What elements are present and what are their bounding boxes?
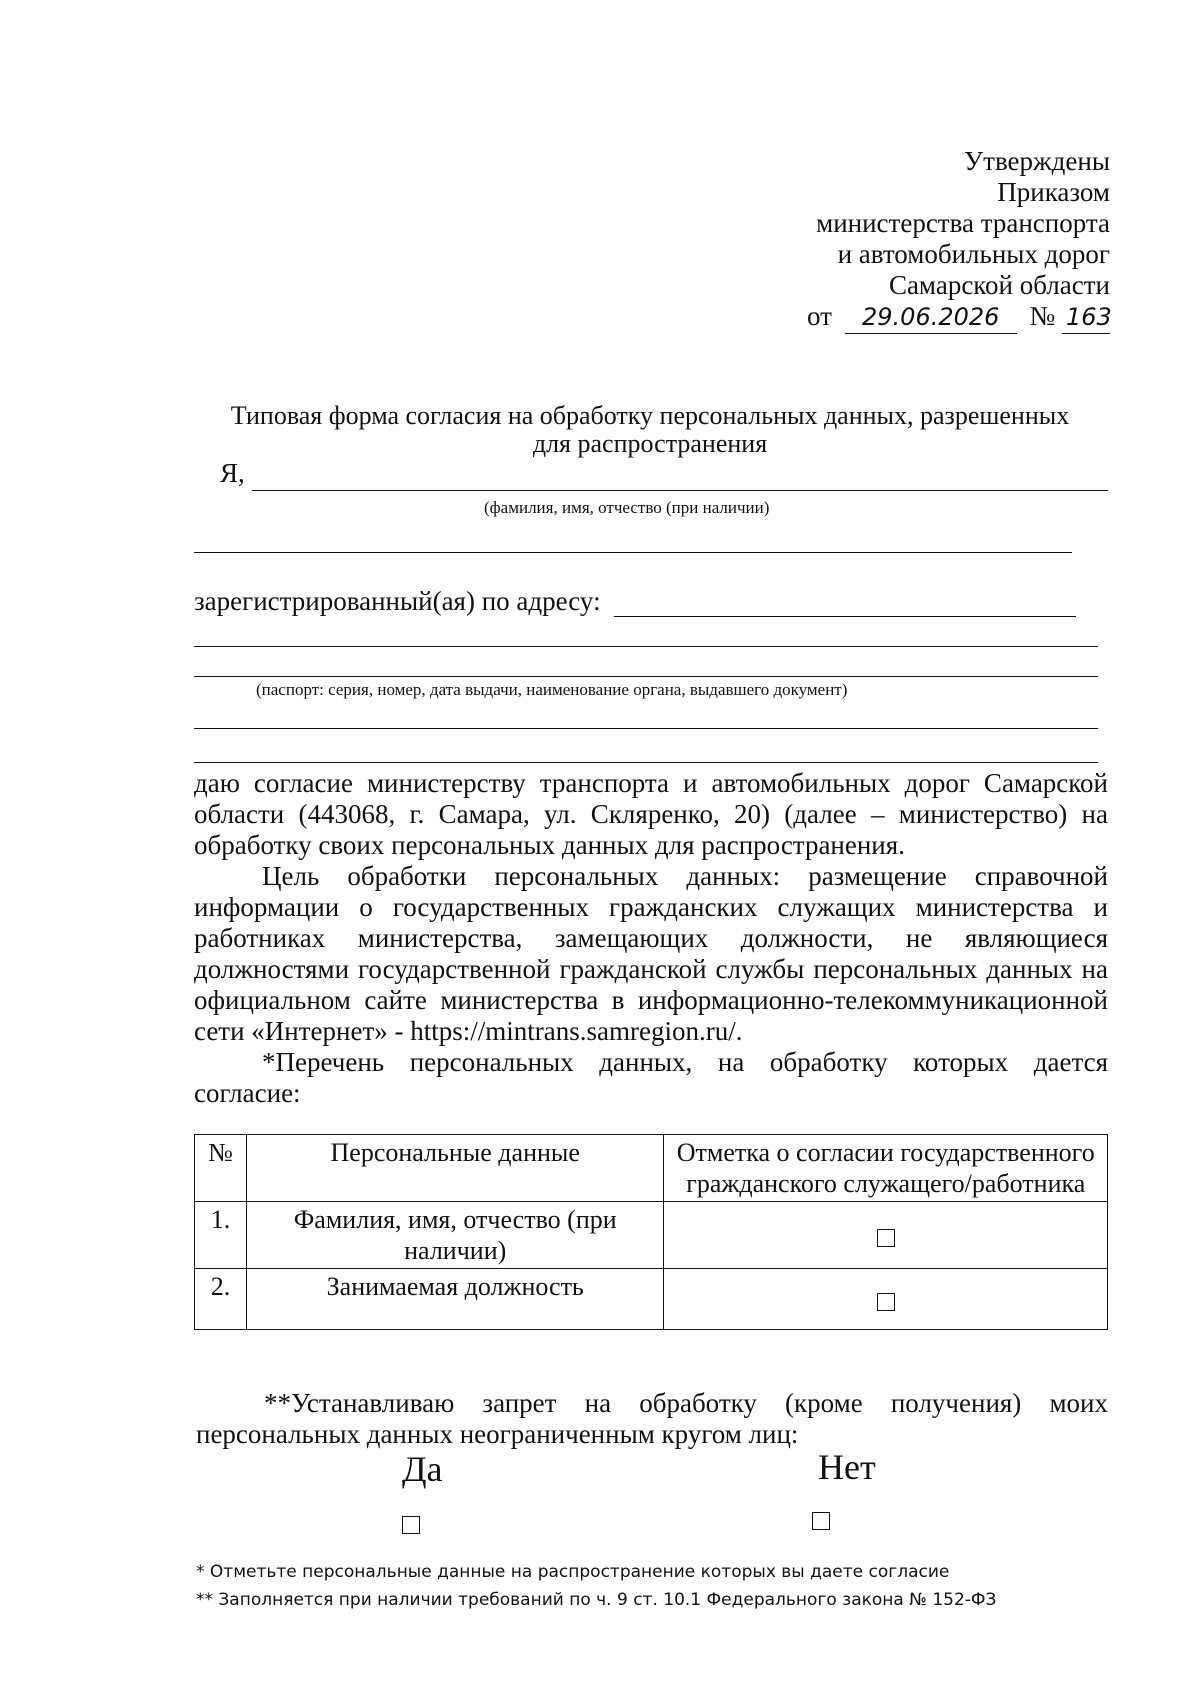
address-field-line[interactable]	[614, 616, 1076, 617]
passport-line-2[interactable]	[194, 728, 1098, 729]
personal-data-table	[194, 1134, 1108, 1330]
header-data: Персональные данные	[246, 1135, 664, 1202]
passport-caption: (паспорт: серия, номер, дата выдачи, наименование органа, выдавшего документ)	[256, 680, 848, 699]
address-label: зарегистрированный(ая) по адресу:	[194, 586, 601, 616]
consent-paragraph: даю согласие министерству транспорта и автомобильных дорог Самарской области (443068, г. Самара, ул. Скляренко, 20) (далее – министерство) на обработку своих персональных данных для распространения.	[194, 768, 1108, 860]
name-extra-line[interactable]	[194, 552, 1072, 553]
title-line-1: Типовая форма согласия на обработку персональных данных, разрешенных	[230, 401, 1070, 430]
passport-line-3[interactable]	[194, 762, 1098, 763]
handwritten-number: 163	[1062, 302, 1110, 334]
approval-line-2: Приказом	[997, 177, 1110, 207]
yes-checkbox[interactable]	[402, 1516, 420, 1534]
approval-date-line	[590, 301, 1110, 334]
table-row	[195, 1269, 1108, 1330]
footnote-1: * Отметьте персональные данные на распространение которых вы даете согласие	[196, 1562, 950, 1582]
title-line-2: для распространения	[532, 429, 768, 458]
table-row	[195, 1202, 1108, 1269]
row-num: 1.	[195, 1202, 247, 1269]
approval-line-5: Самарской области	[888, 270, 1110, 300]
prohibition-text: **Устанавливаю запрет на обработку (кроме получения) моих персональных данных неограниченным кругом лиц:	[196, 1388, 1108, 1449]
consent-checkbox[interactable]	[877, 1229, 895, 1247]
number-sign: №	[1029, 301, 1056, 331]
handwritten-date: 29.06.2026	[845, 302, 1017, 334]
date-prefix: от	[807, 301, 832, 331]
table-header-row	[195, 1135, 1108, 1202]
no-checkbox[interactable]	[812, 1512, 830, 1530]
list-intro-paragraph: *Перечень персональных данных, на обработку которых дается согласие:	[194, 1047, 1108, 1108]
approval-line-1: Утверждены	[964, 146, 1110, 176]
row-num: 2.	[195, 1269, 247, 1330]
footnote-2: ** Заполняется при наличии требований по ч. 9 ст. 10.1 Федерального закона № 152-ФЗ	[196, 1590, 997, 1610]
name-caption: (фамилия, имя, отчество (при наличии)	[484, 498, 770, 517]
consent-checkbox[interactable]	[877, 1293, 895, 1311]
no-label: Нет	[818, 1447, 876, 1487]
row-consent-cell	[664, 1202, 1108, 1269]
i-label: Я,	[220, 458, 245, 488]
address-line-2[interactable]	[194, 646, 1098, 647]
header-consent: Отметка о согласии государственного гражданского служащего/работника	[664, 1135, 1108, 1202]
purpose-paragraph: Цель обработки персональных данных: размещение справочной информации о государственных гражданских служащих министерства и работниках министерства, замещающих должности, не являющиеся должностями государственной гражданской службы персональных данных на официальном сайте министерства в информационно-телекоммуникационной сети «Интернет» - https://mintrans.samregion.ru/.	[194, 861, 1108, 1046]
document-title	[190, 402, 1110, 458]
header-num: №	[195, 1135, 247, 1202]
approval-line-4: и автомобильных дорог	[837, 239, 1110, 269]
row-data: Фамилия, имя, отчество (при наличии)	[246, 1202, 664, 1269]
name-field-line[interactable]	[252, 490, 1108, 491]
yes-label: Да	[402, 1449, 443, 1489]
body-text	[194, 768, 1108, 1109]
passport-field-line[interactable]	[194, 676, 1098, 677]
row-data: Занимаемая должность	[246, 1269, 664, 1330]
approval-line-3: министерства транспорта	[816, 208, 1110, 238]
approval-block	[590, 146, 1110, 334]
row-consent-cell	[664, 1269, 1108, 1330]
